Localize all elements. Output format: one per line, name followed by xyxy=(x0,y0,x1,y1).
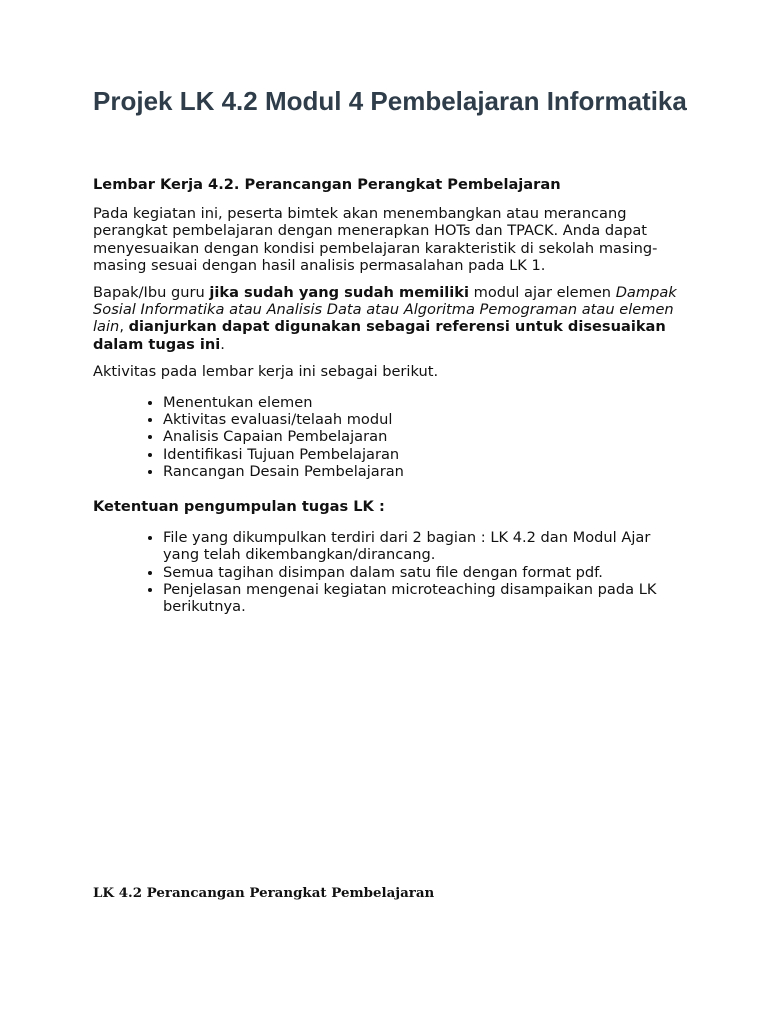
intro-paragraph: Pada kegiatan ini, peserta bimtek akan menembangkan atau merancang perangkat pembelajaran dengan menerapkan HOTs dan TPACK. Anda dapat menyesuaikan dengan kondisi pembelajaran karakteristik di sekolah masing-masing sesuai dengan hasil analisis permasalahan pada LK 1. xyxy=(93,205,658,274)
activities-list xyxy=(93,394,683,480)
submission-rules-list xyxy=(93,529,683,615)
list-item: • Rancangan Desain Pembelajaran xyxy=(163,463,683,480)
guidance-italic: Dampak Sosial Informatika atau Analisis Data atau Algoritma Pemograman atau elemen lain xyxy=(93,284,677,336)
list-item: • Identifikasi Tujuan Pembelajaran xyxy=(163,446,683,463)
list-item: • Analisis Capaian Pembelajaran xyxy=(163,428,683,445)
list-item: • Menentukan elemen xyxy=(163,394,683,411)
list-item: • Semua tagihan disimpan dalam satu file dengan format pdf. xyxy=(163,564,683,581)
guidance-text: Bapak/Ibu guru xyxy=(93,284,210,302)
guidance-text: modul ajar elemen xyxy=(469,284,616,302)
list-item: • Penjelasan mengenai kegiatan microteaching disampaikan pada LK berikutnya. xyxy=(163,581,683,615)
section-title: LK 4.2 Perancangan Perangkat Pembelajaran xyxy=(93,885,435,901)
activities-intro: Aktivitas pada lembar kerja ini sebagai berikut. xyxy=(93,362,439,380)
list-item: • Aktivitas evaluasi/telaah modul xyxy=(163,411,683,428)
page-title: Projek LK 4.2 Modul 4 Pembelajaran Informatika xyxy=(93,86,687,116)
document-body xyxy=(93,176,683,633)
guidance-bold-2: dianjurkan dapat digunakan sebagai referensi untuk disesuaikan dalam tugas ini xyxy=(93,318,666,353)
submission-heading: Ketentuan pengumpulan tugas LK : xyxy=(93,498,385,516)
guidance-text: , xyxy=(119,318,129,336)
worksheet-subtitle: Lembar Kerja 4.2. Perancangan Perangkat Pembelajaran xyxy=(93,176,561,193)
guidance-paragraph xyxy=(93,284,683,353)
guidance-text: . xyxy=(220,335,225,353)
guidance-bold-1: jika sudah yang sudah memiliki xyxy=(209,284,470,302)
list-item: • File yang dikumpulkan terdiri dari 2 bagian : LK 4.2 dan Modul Ajar yang telah dikembangkan/dirancang. xyxy=(163,529,683,563)
